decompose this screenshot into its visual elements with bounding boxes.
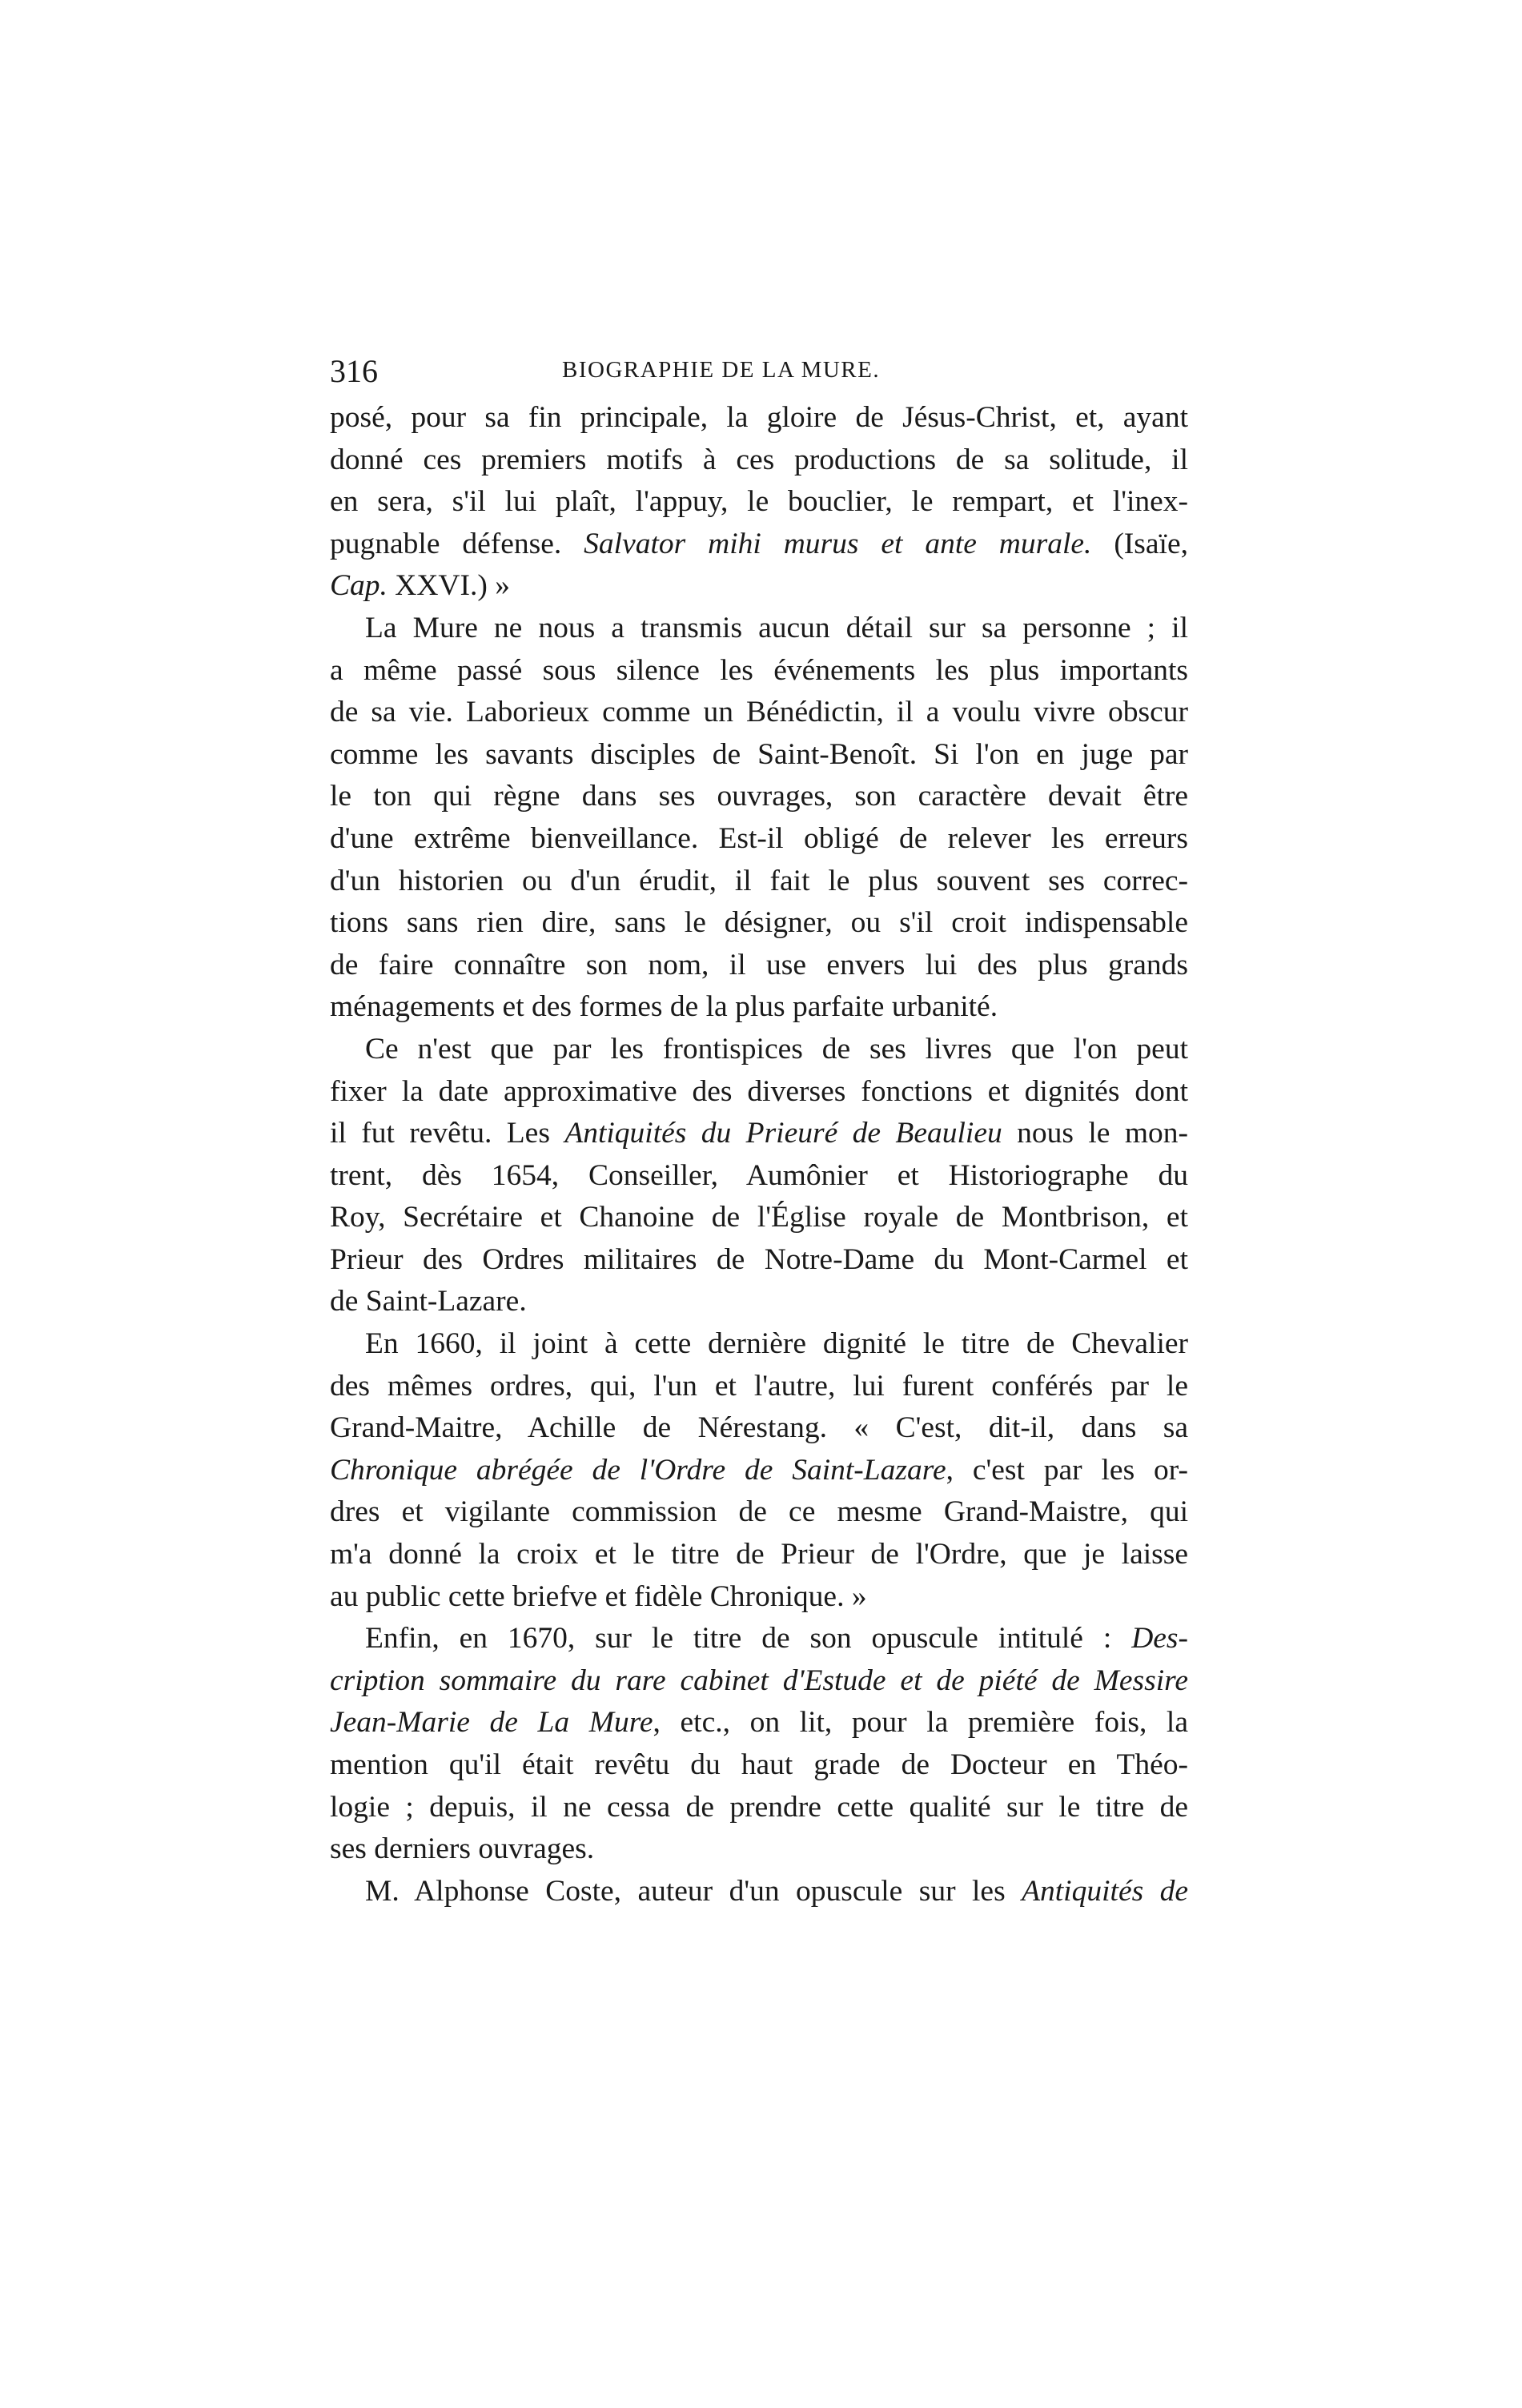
- text-line: [330, 1660, 1188, 1703]
- text-line: Ce n'est que par les frontispices de ses livres que l'on peut: [365, 1032, 1188, 1066]
- text-line: [330, 1113, 1188, 1155]
- text-run: M. Alphonse Coste, auteur d'un opuscule sur les: [365, 1874, 1022, 1908]
- text-line: mention qu'il était revêtu du haut grade de Docteur en Théo-: [330, 1748, 1188, 1781]
- book-page: [330, 352, 1188, 1912]
- text-run: pugnable défense.: [330, 527, 584, 560]
- text-line: d'une extrême bienveillance. Est-il obligé de relever les erreurs: [330, 821, 1188, 855]
- text-line: Grand-Maitre, Achille de Nérestang. « C'est, dit-il, dans sa: [330, 1411, 1188, 1445]
- text-line: au public cette briefve et fidèle Chronique. »: [330, 1579, 867, 1613]
- text-line: [330, 524, 1188, 566]
- text-line: Roy, Secrétaire et Chanoine de l'Église royale de Montbrison, et: [330, 1201, 1188, 1234]
- text-line: comme les savants disciples de Saint-Benoît. Si l'on en juge par: [330, 737, 1188, 771]
- text-line: trent, dès 1654, Conseiller, Aumônier et Historiographe du: [330, 1158, 1188, 1192]
- body-text: [330, 397, 1188, 1912]
- paragraph: [330, 1871, 1188, 1913]
- text-run: Enfin, en 1670, sur le titre de son opuscule intitulé :: [365, 1622, 1132, 1656]
- text-line: tions sans rien dire, sans le désigner, ou s'il croit indispensable: [330, 906, 1188, 940]
- book-title: Antiquités du Prieuré de Beaulieu: [564, 1117, 1002, 1150]
- text-line: [330, 1450, 1188, 1492]
- text-run: (Isaïe,: [1091, 527, 1188, 560]
- text-line: le ton qui règne dans ses ouvrages, son caractère devait être: [330, 780, 1188, 813]
- text-line: ses derniers ouvrages.: [330, 1832, 595, 1866]
- book-title: Chronique abrégée de l'Ordre de Saint-Lazare: [330, 1453, 946, 1487]
- text-run: nous le mon-: [1002, 1117, 1188, 1150]
- text-line: de Saint-Lazare.: [330, 1285, 527, 1318]
- text-line: posé, pour sa fin principale, la gloire de Jésus-Christ, et, ayant: [330, 401, 1188, 434]
- paragraph: [330, 608, 1188, 1029]
- paragraph: [330, 1029, 1188, 1323]
- text-line: de sa vie. Laborieux comme un Bénédictin, il a voulu vivre obscur: [330, 696, 1188, 729]
- book-title: cription sommaire du rare cabinet d'Estude et de piété de Messire: [330, 1664, 1188, 1697]
- text-line: La Mure ne nous a transmis aucun détail sur sa personne ; il: [365, 611, 1188, 644]
- text-line: donné ces premiers motifs à ces productions de sa solitude, il: [330, 443, 1188, 476]
- text-line: m'a donné la croix et le titre de Prieur de l'Ordre, que je laisse: [330, 1538, 1188, 1571]
- latin-quote: Salvator mihi murus et ante murale.: [584, 527, 1092, 560]
- running-head: [330, 352, 1188, 397]
- paragraph: [330, 1323, 1188, 1618]
- text-line: En 1660, il joint à cette dernière dignité le titre de Chevalier: [365, 1327, 1188, 1361]
- text-line: [330, 1871, 1188, 1913]
- text-run: il fut revêtu. Les: [330, 1117, 565, 1150]
- text-line: Prieur des Ordres militaires de Notre-Dame du Mont-Carmel et: [330, 1242, 1188, 1276]
- text-run: XXVI.) »: [387, 569, 510, 603]
- paragraph: [330, 1618, 1188, 1871]
- page-number: 316: [330, 353, 378, 389]
- text-run: , etc., on lit, pour la première fois, la: [653, 1706, 1188, 1740]
- text-line: de faire connaître son nom, il use envers lui des plus grands: [330, 948, 1188, 981]
- text-run: , c'est par les or-: [946, 1453, 1189, 1487]
- text-line: en sera, s'il lui plaît, l'appuy, le bouclier, le rempart, et l'inex-: [330, 485, 1188, 519]
- paragraph: [330, 397, 1188, 608]
- text-line: [330, 565, 1188, 608]
- text-line: ménagements et des formes de la plus parfaite urbanité.: [330, 990, 998, 1024]
- book-title: Jean-Marie de La Mure: [330, 1706, 653, 1740]
- book-title: Antiquités de: [1022, 1874, 1189, 1908]
- running-title: BIOGRAPHIE DE LA MURE.: [562, 357, 881, 383]
- text-line: [330, 1618, 1188, 1660]
- text-line: dres et vigilante commission de ce mesme Grand-Maistre, qui: [330, 1495, 1188, 1529]
- text-line: logie ; depuis, il ne cessa de prendre cette qualité sur le titre de: [330, 1790, 1188, 1824]
- text-line: [330, 1702, 1188, 1744]
- book-title: Des-: [1131, 1622, 1188, 1656]
- text-line: des mêmes ordres, qui, l'un et l'autre, lui furent conférés par le: [330, 1369, 1188, 1403]
- text-line: d'un historien ou d'un érudit, il fait le plus souvent ses correc-: [330, 864, 1188, 897]
- citation-chapter: Cap.: [330, 569, 388, 603]
- text-line: fixer la date approximative des diverses fonctions et dignités dont: [330, 1074, 1188, 1108]
- text-line: a même passé sous silence les événements les plus importants: [330, 653, 1188, 687]
